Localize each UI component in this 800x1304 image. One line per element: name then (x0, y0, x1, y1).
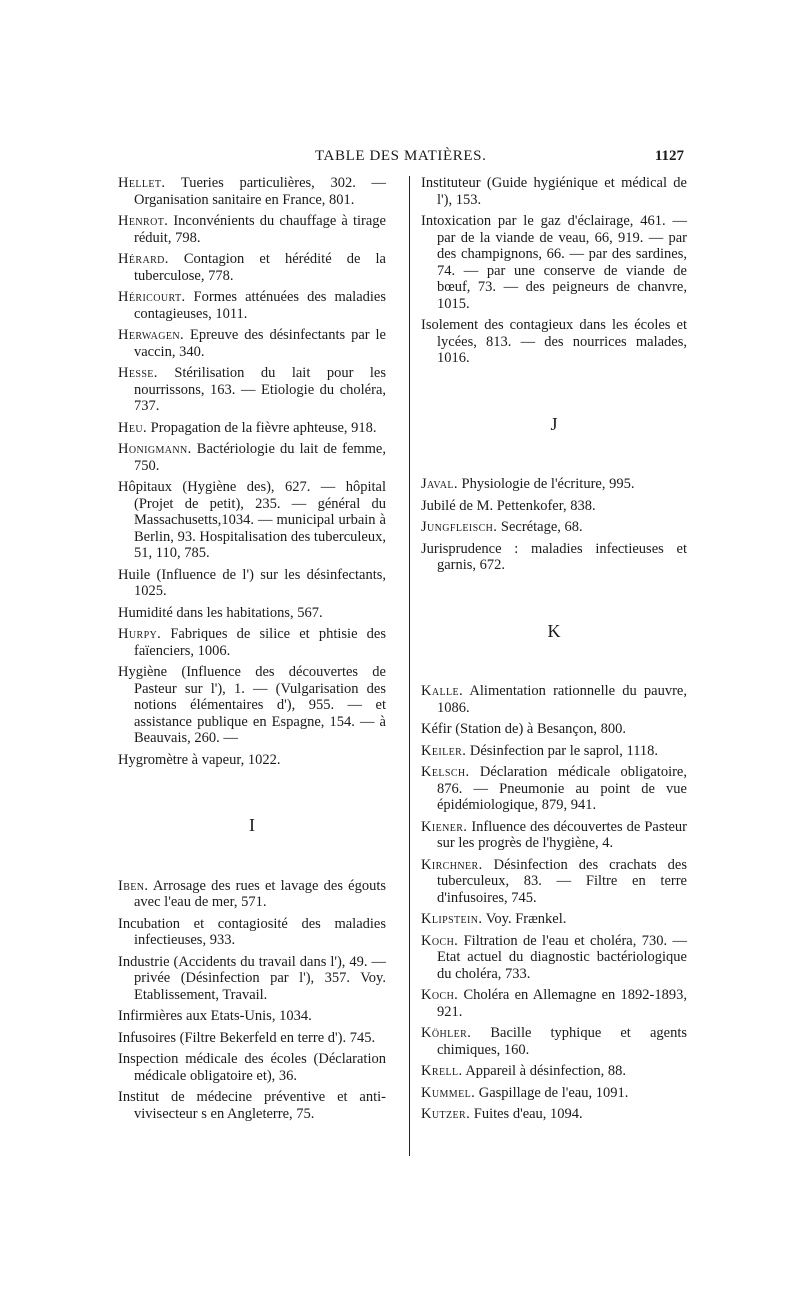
entry-text: Alimentation rationnelle du pauvre, 1086. (437, 683, 687, 716)
entry-text: Institut de médecine préventive et anti-vivisecteur s en Angleterre, 75. (118, 1089, 386, 1122)
section-heading-k: K (547, 620, 561, 641)
entry-text: Bacille typhique et agents chimiques, 160. (437, 1025, 687, 1058)
section-heading-j: J (550, 413, 558, 434)
entry-text: Déclaration médicale obligatoire, 876. — Pneumonie au point de vue épidémiologique, 879, 941. (437, 764, 687, 813)
entry-text: Propagation de la fièvre aphteuse, 918. (147, 419, 377, 436)
index-entry (421, 764, 687, 814)
entry-text: Stérilisation du lait pour les nourrissons, 163. — Etiologie du choléra, 737. (134, 365, 386, 414)
author-name: Keiler. (421, 742, 467, 759)
entry-text: Contagion et hérédité de la tuberculose, 778. (134, 251, 386, 284)
index-entry (421, 1106, 687, 1123)
author-name: Hellet. (118, 175, 166, 191)
entry-text: Fabriques de silice et phtisie des faïenciers, 1006. (134, 626, 386, 659)
index-entry (421, 743, 687, 760)
index-entry (421, 317, 687, 367)
author-name: Krell. (421, 1063, 463, 1079)
index-entry (118, 1089, 386, 1122)
entry-text: Industrie (Accidents du travail dans l'), 49. — privée (Désinfection par l'), 357. Voy. Etablissement, Travail. (118, 953, 386, 1003)
author-name: Hesse. (118, 365, 158, 381)
entry-text: Influence des découvertes de Pasteur sur les progrès de l'hygiène, 4. (437, 818, 687, 851)
entry-text: Hygiène (Influence des découvertes de Pasteur sur l'), 1. — (Vulgarisation des notions élémentaires d'), 955. — et assistance publique en Espagne, 154. — à Beauvais, 260. — (118, 664, 386, 746)
entry-text: Isolement des contagieux dans les écoles et lycées, 813. — des nourrices malades, 1016. (421, 317, 687, 366)
index-entry (421, 476, 687, 493)
index-entry (421, 911, 687, 928)
index-entry (421, 541, 687, 574)
author-name: Koch. (421, 987, 459, 1003)
entry-text: Choléra en Allemagne en 1892-1893, 921. (437, 987, 687, 1020)
index-entry (421, 175, 687, 208)
index-group-i-continued (421, 175, 687, 367)
entry-text: Secrétage, 68. (497, 519, 583, 535)
index-entry (118, 1030, 386, 1047)
index-entry (118, 327, 386, 360)
index-entry (421, 1085, 687, 1102)
index-entry (118, 365, 386, 415)
author-name: Kummel. (421, 1084, 476, 1101)
index-entry (421, 857, 687, 907)
index-entry (421, 987, 687, 1020)
index-entry (421, 933, 687, 983)
index-group-j (421, 476, 687, 574)
index-entry (118, 1008, 386, 1025)
index-entry (421, 213, 687, 312)
index-entry (421, 1025, 687, 1058)
entry-text: Epreuve des désinfectants par le vaccin, 340. (134, 327, 386, 360)
author-name: Iben. (118, 877, 149, 894)
author-name: Héricourt. (118, 289, 186, 305)
index-entry (118, 916, 386, 949)
entry-text: Instituteur (Guide hygiénique et médical de l'), 153. (421, 175, 687, 208)
right-column (421, 175, 687, 1128)
entry-text: Jubilé de M. Pettenkofer, 838. (421, 497, 596, 514)
entry-text: Formes atténuées des maladies contagieuses, 1011. (134, 289, 386, 322)
entry-text: Voy. Frænkel. (482, 911, 567, 927)
index-entry (118, 420, 386, 437)
entry-text: Kéfir (Station de) à Besançon, 800. (421, 721, 626, 737)
running-header (110, 148, 684, 170)
entry-text: Hygromètre à vapeur, 1022. (118, 751, 281, 768)
author-name: Heu. (118, 419, 148, 436)
index-entry (421, 519, 687, 536)
entry-text: Huile (Influence de l') sur les désinfectants, 1025. (118, 566, 386, 599)
entry-text: Désinfection par le saprol, 1118. (466, 742, 659, 759)
index-entry (118, 954, 386, 1004)
left-column (118, 175, 386, 1127)
author-name: Köhler. (421, 1025, 472, 1041)
author-name: Klipstein. (421, 911, 483, 927)
page-number: 1127 (654, 148, 684, 164)
entry-text: Jurisprudence : maladies infectieuses et garnis, 672. (421, 540, 687, 573)
author-name: Honigmann. (118, 441, 192, 457)
entry-text: Incubation et contagiosité des maladies infectieuses, 933. (118, 915, 386, 948)
index-entry (421, 721, 687, 738)
author-name: Jungfleisch. (421, 519, 498, 535)
index-entry (118, 752, 386, 769)
entry-text: Filtration de l'eau et choléra, 730. — Etat actuel du diagnostic bactériologique du choléra, 733. (437, 932, 687, 982)
author-name: Koch. (421, 932, 459, 949)
index-entry (118, 878, 386, 911)
entry-text: Bactériologie du lait de femme, 750. (134, 441, 386, 474)
entry-text: Humidité dans les habitations, 567. (118, 604, 323, 621)
index-entry (421, 683, 687, 716)
author-name: Hurpy. (118, 626, 162, 642)
page-title: TABLE DES MATIÈRES. (315, 148, 487, 164)
index-entry (118, 664, 386, 747)
entry-text: Fuites d'eau, 1094. (470, 1106, 583, 1122)
entry-text: Physiologie de l'écriture, 995. (457, 476, 635, 492)
section-heading-i: I (249, 815, 255, 835)
author-name: Henrot. (118, 213, 169, 229)
author-name: Kirchner. (421, 856, 483, 873)
index-entry (118, 626, 386, 659)
entry-text: Inspection médicale des écoles (Déclaration médicale obligatoire et), 36. (118, 1051, 386, 1084)
index-entry (118, 479, 386, 562)
entry-text: Infirmières aux Etats-Unis, 1034. (118, 1008, 312, 1024)
author-name: Herwagen. (118, 327, 185, 343)
index-entry (118, 289, 386, 322)
author-name: Kutzer. (421, 1106, 471, 1122)
entry-text: Arrosage des rues et lavage des égouts avec l'eau de mer, 571. (134, 877, 386, 910)
index-group-k (421, 683, 687, 1123)
index-entry (118, 567, 386, 600)
index-group-h (118, 175, 386, 768)
column-divider (409, 176, 410, 1156)
index-entry (118, 605, 386, 622)
entry-text: Gaspillage de l'eau, 1091. (475, 1084, 629, 1101)
entry-text: Désinfection des crachats des tuberculeux, 83. — Filtre en terre d'infusoires, 745. (437, 856, 687, 906)
index-entry (118, 213, 386, 246)
index-entry (118, 1051, 386, 1084)
entry-text: Appareil à désinfection, 88. (462, 1063, 626, 1079)
author-name: Kalle. (421, 683, 464, 699)
author-name: Hérard. (118, 251, 169, 267)
index-entry (421, 819, 687, 852)
entry-text: Inconvénients du chauffage à tirage réduit, 798. (134, 213, 386, 246)
index-group-i (118, 878, 386, 1123)
index-entry (421, 498, 687, 515)
index-entry (118, 251, 386, 284)
entry-text: Hôpitaux (Hygiène des), 627. — hôpital (Projet de petit), 235. — général du Massachusetts,1034. — municipal urbain à Berlin, 93. Hospitalisation des tuberculeux, 51, 110, 785. (118, 479, 386, 561)
index-entry (421, 1063, 687, 1080)
index-entry (118, 175, 386, 208)
author-name: Kelsch. (421, 764, 470, 780)
author-name: Javal. (421, 476, 458, 492)
entry-text: Intoxication par le gaz d'éclairage, 461. — par de la viande de veau, 66, 919. — par des champignons, 66. — par des sardines, 74. — par une conserve de viande de bœuf, 73. — des peigneurs de chanvre, 1015. (421, 213, 687, 312)
entry-text: Infusoires (Filtre Bekerfeld en terre d'). 745. (118, 1029, 376, 1046)
entry-text: Tueries particulières, 302. — Organisation sanitaire en France, 801. (134, 175, 386, 208)
index-entry (118, 441, 386, 474)
author-name: Kiener. (421, 818, 468, 835)
